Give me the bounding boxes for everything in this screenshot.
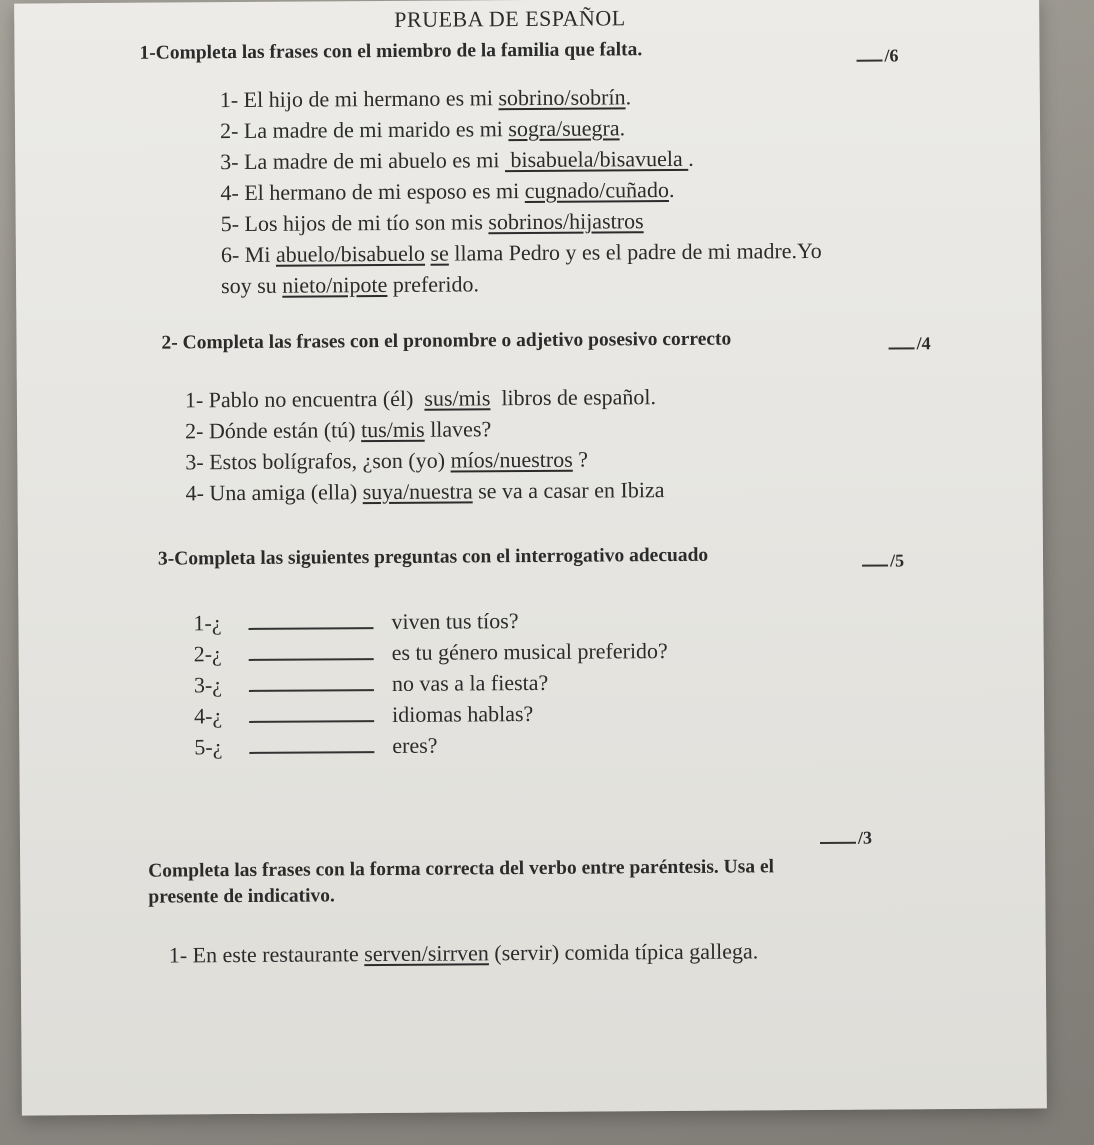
section2-item-1: 1- Pablo no encuentra (él) sus/mis libros de español. [184,384,657,413]
section2-score: /4 [888,333,930,354]
answer-text: míos/nuestros [450,446,573,473]
section2-heading: 2- Completa las frases con el pronombre o adjetivo posesivo correcto [161,328,732,354]
answer-blank [249,689,374,692]
section1-item-3: 3- La madre de mi abuelo es mi bisabuela/bisavuela . [220,145,694,175]
section2-item-3: 3- Estos bolígrafos, ¿son (yo) míos/nuestros ? [185,446,589,475]
answer-blank [249,720,374,723]
section3-item-4: 4-¿ idiomas hablas? [194,700,534,729]
answer-text: nieto/nipote [282,271,388,298]
section2-item-2: 2- Dónde están (tú) tus/mis llaves? [185,416,492,444]
answer-text: bisabuela/bisavuela [504,145,689,173]
section3-heading: 3-Completa las siguientes preguntas con el interrogativo adecuado [157,544,709,570]
answer-text: serven/sirrven [364,940,489,967]
answer-blank [249,751,374,754]
section1-item-6: 6- Mi abuelo/bisabuelo se llama Pedro y es el padre de mi madre.Yo [220,237,822,268]
section3-item-5: 5-¿ eres? [194,732,438,760]
answer-blank [249,658,374,661]
answer-text: sobrinos/hijastros [488,208,644,235]
section1-item-4: 4- El hermano de mi esposo es mi cugnado/cuñado. [220,176,675,206]
section1-item-6-line2: soy su nieto/nipote preferido. [221,271,480,299]
answer-text: tus/mis [360,416,425,443]
section1-heading: 1-Completa las frases con el miembro de la familia que falta. [139,39,643,64]
section4-heading-line2: presente de indicativo. [148,885,335,908]
section3-item-1: 1-¿ viven tus tíos? [193,608,519,636]
section3-score: /5 [862,550,904,571]
section1-item-1: 1- El hijo de mi hermano es mi sobrino/sobrín. [219,84,632,113]
section1-item-2: 2- La madre de mi marido es mi sogra/suegra. [219,115,626,144]
answer-text: sogra/suegra [508,115,620,142]
answer-blank [248,627,373,630]
answer-text: cugnado/cuñado [524,177,669,204]
answer-text: suya/nuestra [362,478,473,505]
answer-text: abuelo/bisabuelo [275,240,426,267]
section3-item-3: 3-¿ no vas a la fiesta? [193,669,549,698]
worksheet-paper [14,0,1047,1116]
section3-item-2: 2-¿ es tu género musical preferido? [193,638,668,667]
section4-heading-line1: Completa las frases con la forma correcta del verbo entre paréntesis. Usa el [148,856,775,882]
section1-item-5: 5- Los hijos de mi tío son mis sobrinos/hijastros [220,208,644,237]
answer-text: sobrino/sobrín [498,84,626,111]
answer-text: sus/mis [424,385,491,411]
section1-score: /6 [856,45,898,66]
page-title: PRUEBA DE ESPAÑOL [394,5,626,32]
section4-item-1: 1- En este restaurante serven/sirrven (servir) comida típica gallega. [168,938,759,968]
section4-score: /3 [820,828,872,849]
section2-item-4: 4- Una amiga (ella) suya/nuestra se va a casar en Ibiza [185,477,665,506]
answer-text: se [430,240,449,266]
